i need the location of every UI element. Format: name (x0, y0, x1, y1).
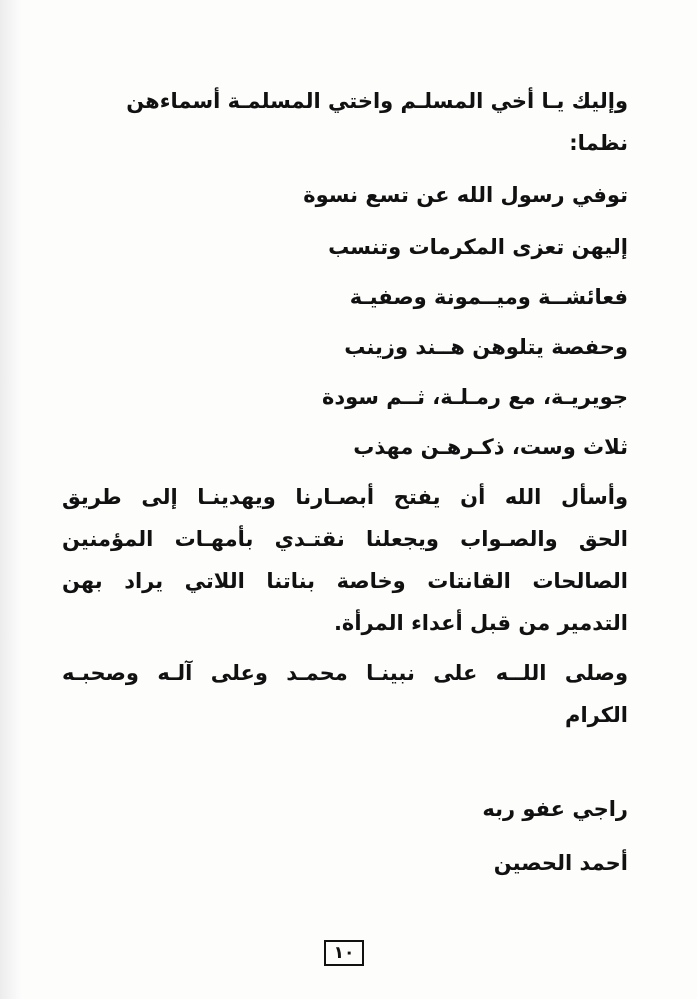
poem-line-1: توفي رسول الله عن تسع نسوة (303, 183, 628, 207)
prayer-line-2: الحق والصـواب ويجعلنا نقتـدي بأمهـات المؤمنين (62, 527, 628, 551)
intro-line-2: نظما: (569, 131, 628, 155)
prayer-line-3: الصالحات القانتات وخاصة بناتنا اللاتي يراد بهن (62, 569, 628, 593)
intro-line-1: وإليك يـا أخي المسلـم واختي المسلمـة أسماءهن (126, 89, 628, 113)
salutation-line-1: وصلى اللــه على نبينـا محمـد وعلى آلـه وصحبـه (62, 661, 628, 685)
poem-line-2: إليهن تعزى المكرمات وتنسب (328, 235, 628, 259)
prayer-line-1: وأسأل الله أن يفتح أبصـارنا ويهدينـا إلى طريق (62, 485, 628, 509)
page-number: ١٠ (324, 940, 364, 966)
poem-line-5: جويريـة، مع رمـلـة، ثــم سودة (321, 385, 628, 409)
salutation-line-2: الكرام (565, 703, 628, 727)
signature-line-1: راجي عفو ربه (482, 797, 628, 821)
signature-author: أحمد الحصين (493, 851, 628, 875)
poem-line-3: فعائشــة وميــمونة وصفيـة (349, 285, 628, 309)
page-edge-shadow (0, 0, 22, 999)
poem-line-4: وحفصة يتلوهن هــند وزينب (344, 335, 628, 359)
poem-line-6: ثلاث وست، ذكـرهـن مهذب (353, 435, 628, 459)
prayer-line-4: التدمير من قبل أعداء المرأة. (333, 611, 628, 635)
